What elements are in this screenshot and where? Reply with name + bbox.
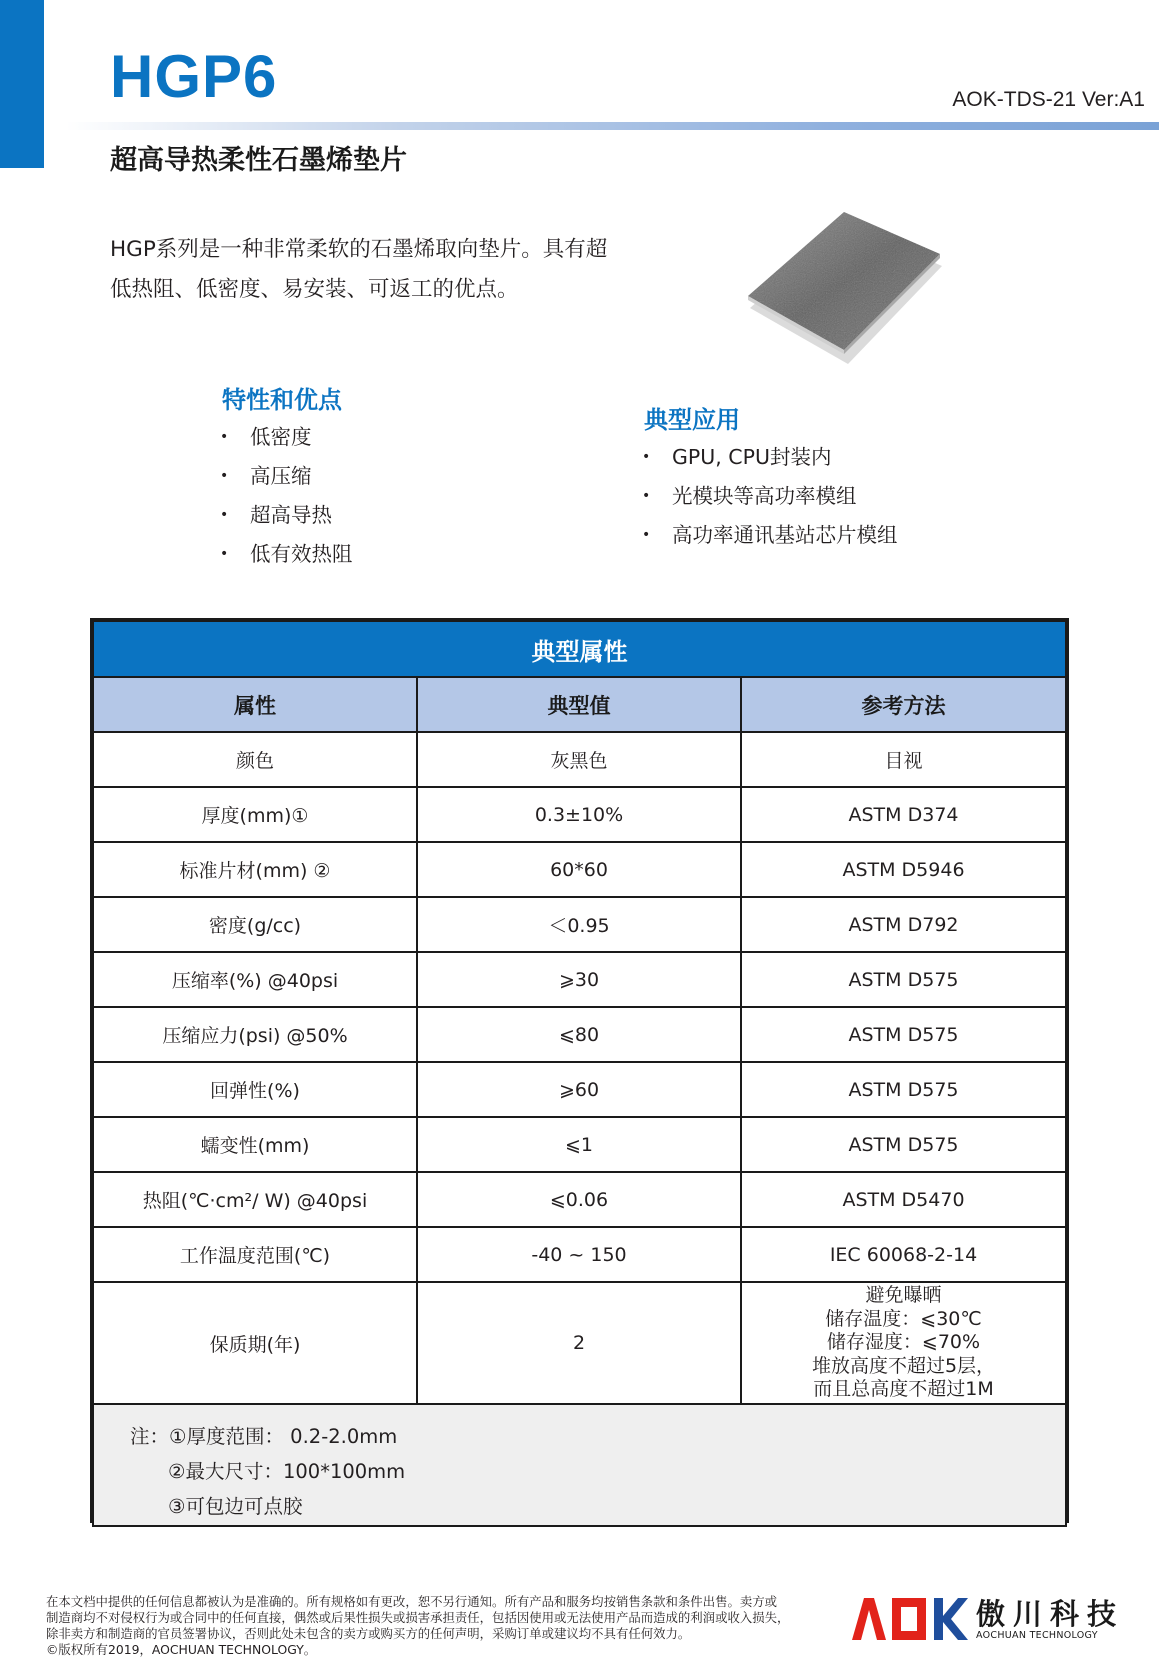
value-cell: 60*60 [417,842,741,897]
company-name-cn: 傲川科技 [976,1597,1125,1631]
table-notes [93,1404,1066,1526]
storage-line: 避免曝晒 [865,1284,942,1307]
property-cell: 压缩应力(psi) @50% [93,1007,417,1062]
disclaimer-line: 在本文档中提供的任何信息都被认为是准确的。所有规格如有更改，恕不另行通知。所有产品和服务均按销售条款和条件出售。卖方或 [46,1594,778,1609]
properties-table [90,618,1069,1523]
value-cell: -40 ~ 150 [417,1227,741,1282]
table-row [93,1172,1066,1227]
property-cell: 颜色 [93,732,417,787]
table-row [93,952,1066,1007]
property-cell: 热阻(℃·cm²/ W) @40psi [93,1172,417,1227]
storage-conditions-cell [741,1282,1066,1404]
bullet-icon: • [220,429,229,445]
value-cell: ⩽0.06 [417,1172,741,1227]
disclaimer-line: 除非卖方和制造商的官员签署协议，否则此处未包含的卖方或购买方的任何声明，采购订单或建议均不具有任何效力。 [46,1626,691,1641]
bullet-icon: • [220,507,229,523]
value-cell: 0.3±10% [417,787,741,842]
bullet-icon: • [220,468,229,484]
list-item: • 光模块等高功率模组 [642,477,898,516]
method-cell: 目视 [741,732,1066,787]
company-name-en: AOCHUAN TECHNOLOGY [976,1630,1098,1641]
property-cell: 保质期(年) [93,1282,417,1404]
bullet-icon: • [220,546,229,562]
property-cell: 压缩率(%) @40psi [93,952,417,1007]
footer-disclaimer [46,1594,846,1658]
method-cell: ASTM D575 [741,952,1066,1007]
storage-line: 储存温度：⩽30℃ [825,1307,982,1330]
method-cell: IEC 60068-2-14 [741,1227,1066,1282]
property-cell: 密度(g/cc) [93,897,417,952]
table-row [93,787,1066,842]
property-cell: 厚度(mm)① [93,787,417,842]
intro-line-2: 低热阻、低密度、易安装、可返工的优点。 [110,277,519,302]
product-subtitle: 超高导热柔性石墨烯垫片 [110,145,407,176]
value-cell: ⩽80 [417,1007,741,1062]
method-cell: ASTM D374 [741,787,1066,842]
value-cell: 2 [417,1282,741,1404]
storage-line: 储存湿度：⩽70% [826,1331,981,1354]
table-row [93,897,1066,952]
bullet-icon: • [642,488,651,504]
applications-list [642,438,898,555]
brand-side-bar [0,0,44,168]
method-cell: ASTM D5470 [741,1172,1066,1227]
column-header-method: 参考方法 [741,677,1066,732]
list-item: • 高压缩 [220,457,353,496]
value-cell: ＜0.95 [417,897,741,952]
value-cell: ⩽1 [417,1117,741,1172]
document-id: AOK-TDS-21 Ver:A1 [952,88,1145,111]
property-cell: 工作温度范围(℃) [93,1227,417,1282]
property-cell: 回弹性(%) [93,1062,417,1117]
property-cell: 蠕变性(mm) [93,1117,417,1172]
column-header-property: 属性 [93,677,417,732]
disclaimer-line: 制造商均不对侵权行为或合同中的任何直接，偶然或后果性损失或损害承担责任，包括因使用或无法使用产品而造成的利润或收入损失， [46,1610,790,1625]
value-cell: ⩾30 [417,952,741,1007]
title-underline [66,122,1159,130]
applications-heading: 典型应用 [644,406,740,434]
method-cell: ASTM D575 [741,1117,1066,1172]
column-header-value: 典型值 [417,677,741,732]
graphite-sheet-image [740,208,980,384]
table-caption: 典型属性 [93,621,1066,677]
method-cell: ASTM D792 [741,897,1066,952]
property-cell: 标准片材(mm) ② [93,842,417,897]
features-list [220,418,353,574]
list-item: • GPU, CPU封装内 [642,438,898,477]
copyright-line: ©版权所有2019，AOCHUAN TECHNOLOGY。 [46,1642,317,1657]
intro-line-1: HGP系列是一种非常柔软的石墨烯取向垫片。具有超 [110,237,608,262]
method-cell: ASTM D575 [741,1062,1066,1117]
aok-logo-icon [850,1596,968,1642]
value-cell: ⩾60 [417,1062,741,1117]
bullet-icon: • [642,449,651,465]
table-row [93,1117,1066,1172]
table-row [93,1227,1066,1282]
table-row [93,1007,1066,1062]
features-heading: 特性和优点 [222,386,342,414]
list-item: • 低有效热阻 [220,535,353,574]
table-row [93,842,1066,897]
method-cell: ASTM D575 [741,1007,1066,1062]
storage-line: 堆放高度不超过5层， [811,1354,996,1377]
note-line: 注：①厚度范围： 0.2-2.0mm [130,1425,398,1448]
table-row [93,1062,1066,1117]
storage-line: 而且总高度不超过1M [813,1378,994,1401]
list-item: • 低密度 [220,418,353,457]
intro-paragraph [110,230,670,310]
note-line: ③可包边可点胶 [168,1495,303,1518]
list-item: • 超高导热 [220,496,353,535]
product-code-title: HGP6 [110,43,278,110]
method-cell: ASTM D5946 [741,842,1066,897]
note-line: ②最大尺寸：100*100mm [168,1460,406,1483]
bullet-icon: • [642,527,651,543]
list-item: • 高功率通讯基站芯片模组 [642,516,898,555]
value-cell: 灰黑色 [417,732,741,787]
table-row-shelf-life [93,1282,1066,1404]
table-row [93,732,1066,787]
